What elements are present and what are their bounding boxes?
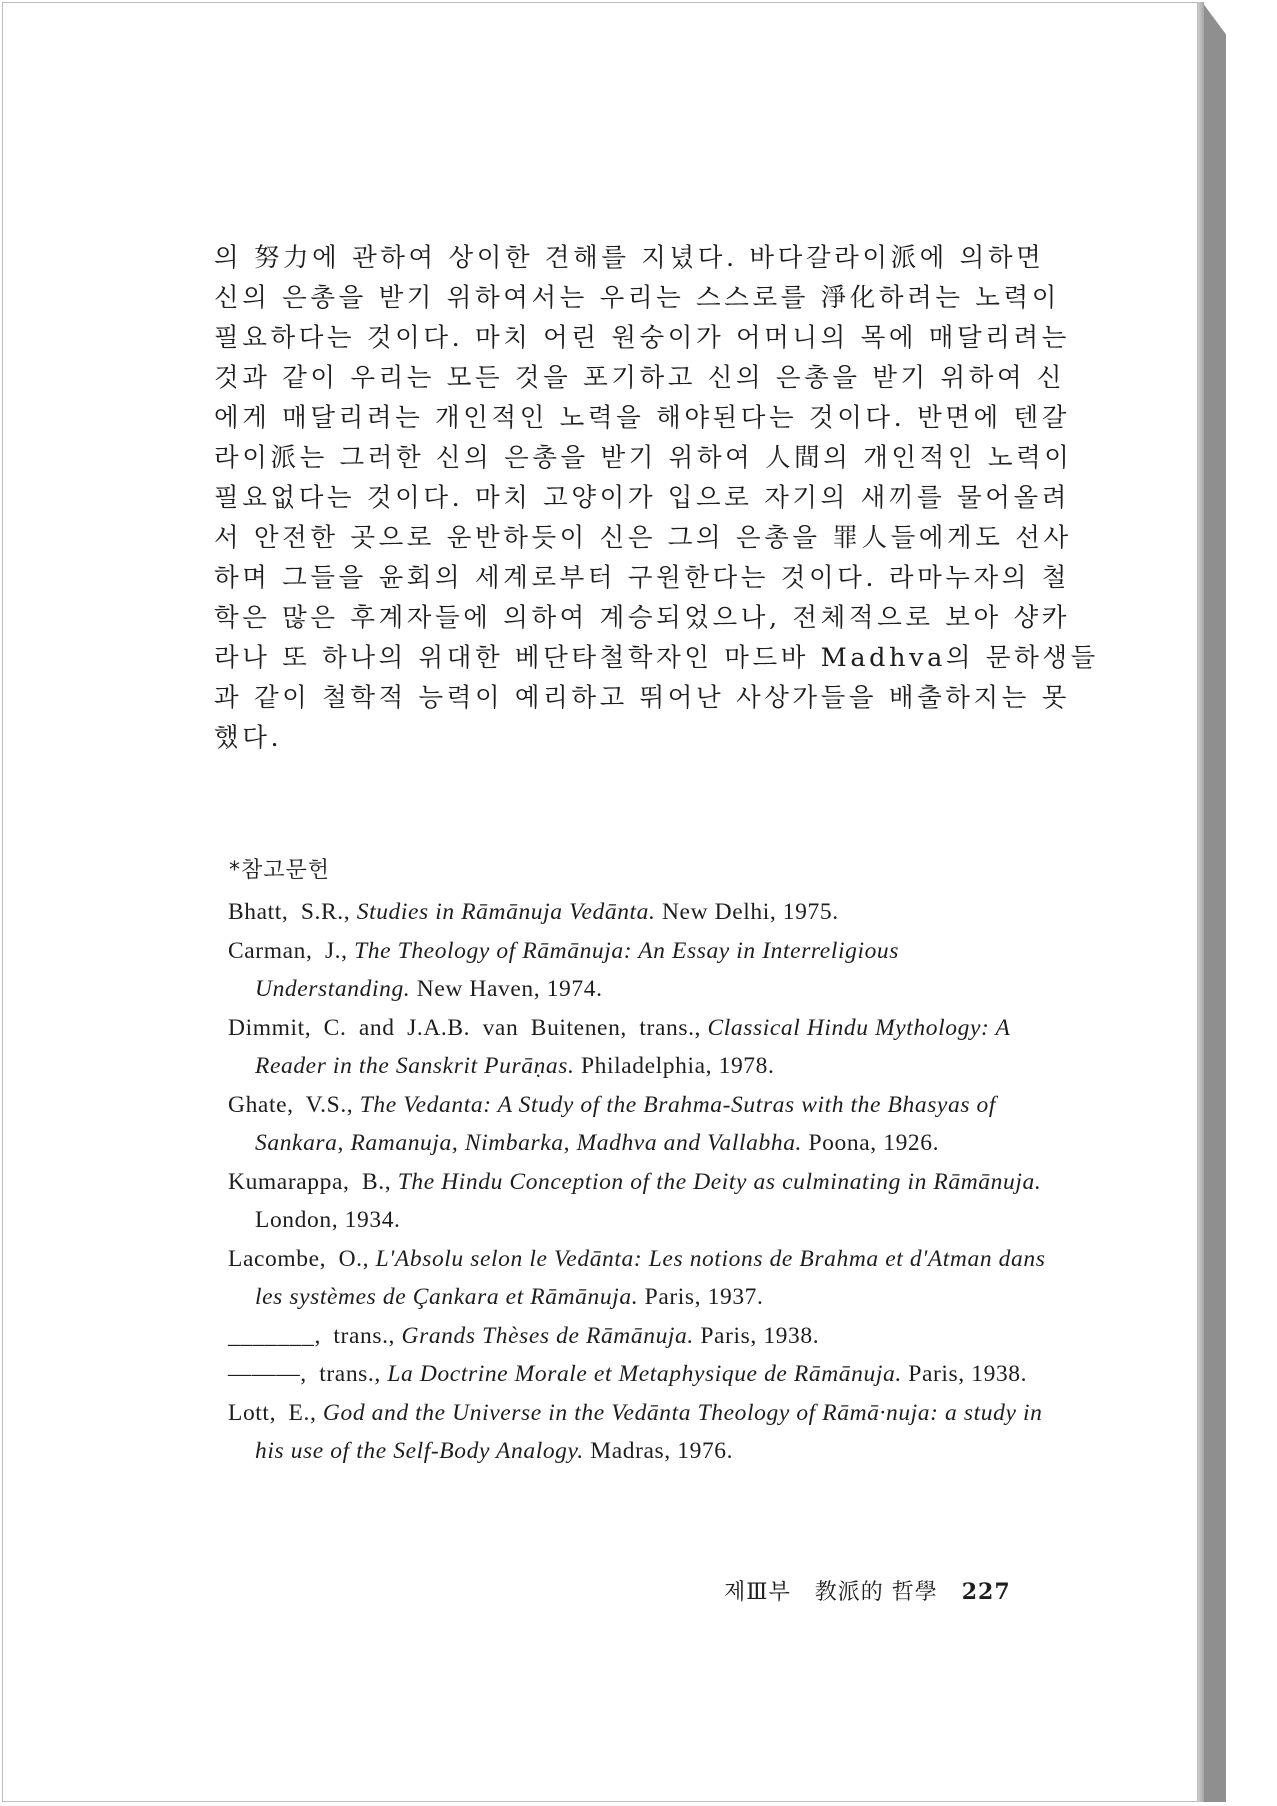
reference-title: God and the Universe in the Vedānta Theology of Rāmā·nuja: a study in his use of the Self-Body Analogy. [255, 1399, 1043, 1464]
reference-entry [228, 893, 1058, 932]
reference-author: Lacombe, O., [228, 1245, 370, 1272]
reference-author: Lott, E., [228, 1399, 317, 1426]
reference-author: ———, trans., [228, 1361, 381, 1387]
footer-part: 제Ⅲ부 [724, 1580, 791, 1605]
body-line: 것과 같이 우리는 모든 것을 포기하고 신의 은총을 받기 위하여 신 [214, 363, 1066, 393]
body-paragraph [214, 238, 1099, 758]
reference-publication: New Haven, 1974. [416, 976, 603, 1002]
reference-publication: Paris, 1938. [908, 1361, 1028, 1387]
reference-author: Bhatt, S.R., [228, 899, 351, 925]
page-number: 227 [961, 1579, 1011, 1605]
reference-entry [228, 1317, 1058, 1356]
page-footer [724, 1577, 1011, 1608]
reference-author: Carman, J., [228, 937, 348, 964]
reference-author: _______, trans., [228, 1322, 396, 1349]
reference-title: Classical Hindu Mythology: A Reader in the Sanskrit Purāṇas. [255, 1014, 1010, 1079]
reference-publication: London, 1934. [255, 1207, 401, 1233]
reference-entry [228, 1009, 1058, 1086]
reference-title: L'Absolu selon le Vedānta: Les notions de Brahma et d'Atman dans les systèmes de Çankara et Rāmānuja. [255, 1245, 1046, 1310]
reference-title: Studies in Rāmānuja Vedānta. [356, 899, 656, 925]
reference-publication: Paris, 1938. [700, 1322, 820, 1349]
reference-title: The Theology of Rāmānuja: An Essay in Interreligious Understanding. [255, 937, 900, 1002]
reference-author: Dimmit, C. and J.A.B. van Buitenen, trans., [228, 1014, 702, 1041]
body-line: 하며 그들을 윤회의 세계로부터 구원한다는 것이다. 라마누자의 철 [214, 563, 1070, 593]
body-line: 했다. [214, 723, 283, 753]
reference-title: The Hindu Conception of the Deity as culminating in Rāmānuja. [397, 1168, 1042, 1195]
reference-title: La Doctrine Morale et Metaphysique de Rāmānuja. [387, 1361, 902, 1387]
reference-entry [228, 1163, 1058, 1240]
reference-title: Grands Thèses de Rāmānuja. [401, 1322, 694, 1349]
body-line: 신의 은총을 받기 위하여서는 우리는 스스로를 淨化하려는 노력이 [214, 283, 1060, 313]
reference-author: Ghate, V.S., [228, 1091, 354, 1118]
body-line: 필요하다는 것이다. 마치 어린 원숭이가 어머니의 목에 매달리려는 [214, 323, 1070, 353]
reference-publication: Philadelphia, 1978. [580, 1053, 775, 1079]
body-line: 라나 또 하나의 위대한 베단타철학자인 마드바 Madhva의 문하생들 [214, 643, 1099, 673]
reference-publication: New Delhi, 1975. [661, 899, 839, 925]
reference-title: The Vedanta: A Study of the Brahma-Sutras with the Bhasyas of Sankara, Ramanuja, Nimbarka, Madhva and Vallabha. [255, 1091, 997, 1156]
reference-entry [228, 932, 1058, 1009]
references-list [228, 893, 1058, 1471]
body-line: 라이派는 그러한 신의 은총을 받기 위하여 人間의 개인적인 노력이 [214, 443, 1073, 473]
reference-publication: Poona, 1926. [808, 1130, 940, 1156]
footer-section: 教派的 哲學 [814, 1580, 938, 1605]
body-line: 의 努力에 관하여 상이한 견해를 지녔다. 바다갈라이派에 의하면 [214, 243, 1045, 273]
body-line: 필요없다는 것이다. 마치 고양이가 입으로 자기의 새끼를 물어올려 [214, 483, 1070, 513]
references-heading: *참고문헌 [229, 858, 331, 883]
reference-entry [228, 1240, 1058, 1317]
reference-entry [228, 1086, 1058, 1163]
reference-entry [228, 1355, 1058, 1394]
reference-publication: Madras, 1976. [590, 1438, 734, 1464]
body-line: 에게 매달리려는 개인적인 노력을 해야된다는 것이다. 반면에 텐갈 [214, 403, 1070, 433]
reference-author: Kumarappa, B., [228, 1168, 392, 1195]
reference-publication: Paris, 1937. [644, 1284, 764, 1310]
body-line: 학은 많은 후계자들에 의하여 계승되었으나, 전체적으로 보아 샹카 [214, 603, 1070, 633]
body-line: 과 같이 철학적 능력이 예리하고 뛰어난 사상가들을 배출하지는 못 [214, 683, 1070, 713]
reference-entry [228, 1394, 1058, 1471]
body-line: 서 안전한 곳으로 운반하듯이 신은 그의 은총을 罪人들에게도 선사 [214, 523, 1072, 553]
